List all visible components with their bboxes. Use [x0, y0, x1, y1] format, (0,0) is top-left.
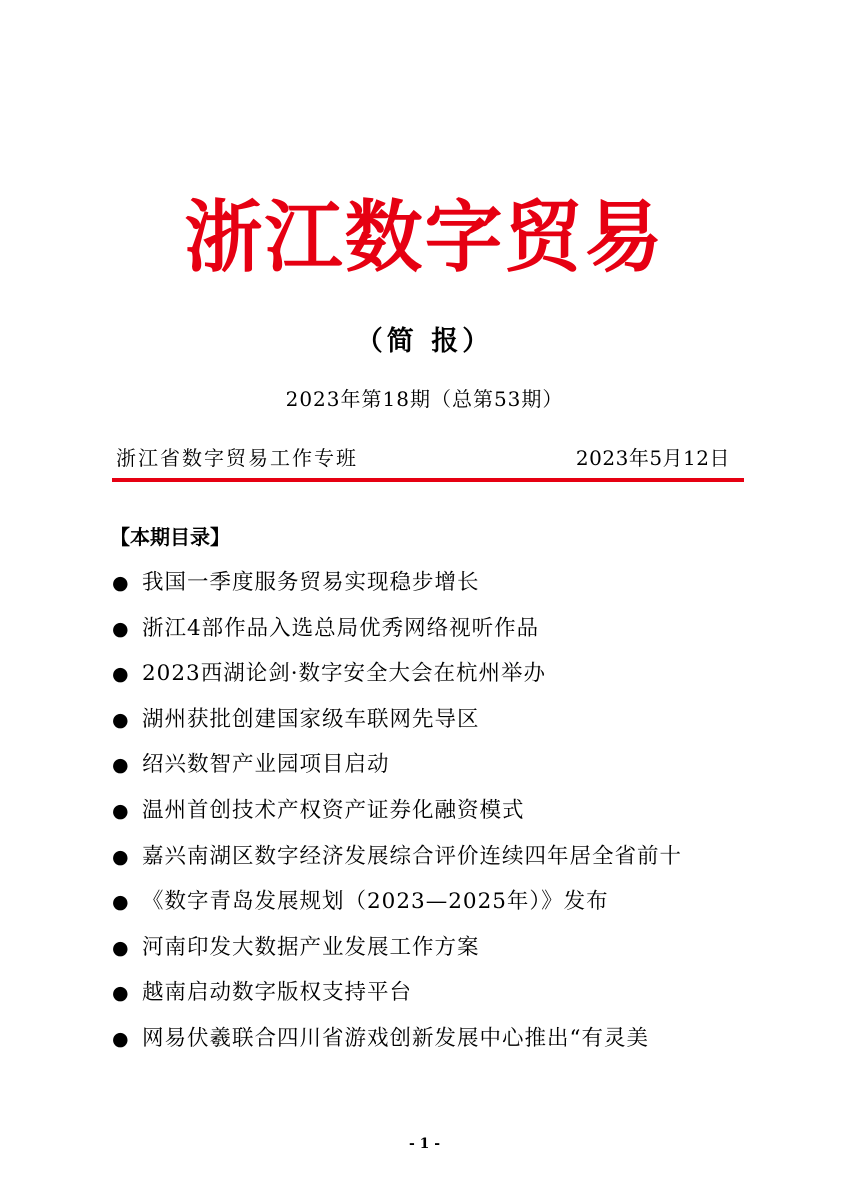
toc-item-label: 绍兴数智产业园项目启动 — [142, 752, 390, 778]
issue-number: 2023年第18期（总第53期） — [285, 387, 564, 411]
toc-item[interactable] — [112, 882, 752, 928]
bullet-icon: ● — [112, 617, 130, 640]
bullet-icon: ● — [112, 845, 130, 868]
toc-list — [112, 563, 752, 1065]
red-divider-rule — [112, 478, 744, 482]
bullet-icon: ● — [112, 754, 130, 777]
bullet-icon: ● — [112, 708, 130, 731]
toc-item[interactable] — [112, 745, 752, 791]
issue-date: 2023年5月12日 — [575, 446, 730, 470]
issuing-organization: 浙江省数字贸易工作专班 — [116, 446, 358, 470]
page-number: - 1 - — [408, 1136, 441, 1152]
toc-item-label: 浙江4部作品入选总局优秀网络视听作品 — [142, 615, 540, 641]
toc-item[interactable] — [112, 791, 752, 837]
bullet-icon: ● — [112, 891, 130, 914]
toc-item-label: 湖州获批创建国家级车联网先导区 — [142, 706, 480, 732]
bullet-icon: ● — [112, 1027, 130, 1050]
toc-item[interactable] — [112, 563, 752, 609]
bullet-icon: ● — [112, 982, 130, 1005]
bullet-icon: ● — [112, 799, 130, 822]
toc-item[interactable] — [112, 654, 752, 700]
byline — [112, 441, 736, 475]
document-type-label: （简 报） — [355, 326, 494, 357]
bullet-icon: ● — [112, 936, 130, 959]
toc-item-label: 2023西湖论剑·数字安全大会在杭州举办 — [142, 661, 547, 687]
toc-item[interactable] — [112, 928, 752, 974]
toc-item-label: 越南启动数字版权支持平台 — [142, 980, 413, 1006]
toc-item[interactable] — [112, 700, 752, 746]
toc-item-label: 网易伏羲联合四川省游戏创新发展中心推出“有灵美 — [142, 1025, 649, 1051]
toc-item[interactable] — [112, 837, 752, 883]
toc-item[interactable] — [112, 973, 752, 1019]
toc-item[interactable] — [112, 609, 752, 655]
toc-item-label: 河南印发大数据产业发展工作方案 — [142, 934, 480, 960]
toc-heading: 【本期目录】 — [110, 525, 230, 549]
toc-item-label: 我国一季度服务贸易实现稳步增长 — [142, 570, 480, 595]
masthead-title: 浙江数字贸易 — [184, 192, 665, 283]
bullet-icon: ● — [112, 663, 130, 686]
toc-item[interactable] — [112, 1019, 752, 1065]
toc-item-label: 《数字青岛发展规划（2023—2025年）》发布 — [142, 889, 609, 915]
toc-item-label: 嘉兴南湖区数字经济发展综合评价连续四年居全省前十 — [142, 843, 683, 869]
bullet-icon: ● — [112, 572, 130, 594]
toc-item-label: 温州首创技术产权资产证券化融资模式 — [142, 797, 525, 823]
